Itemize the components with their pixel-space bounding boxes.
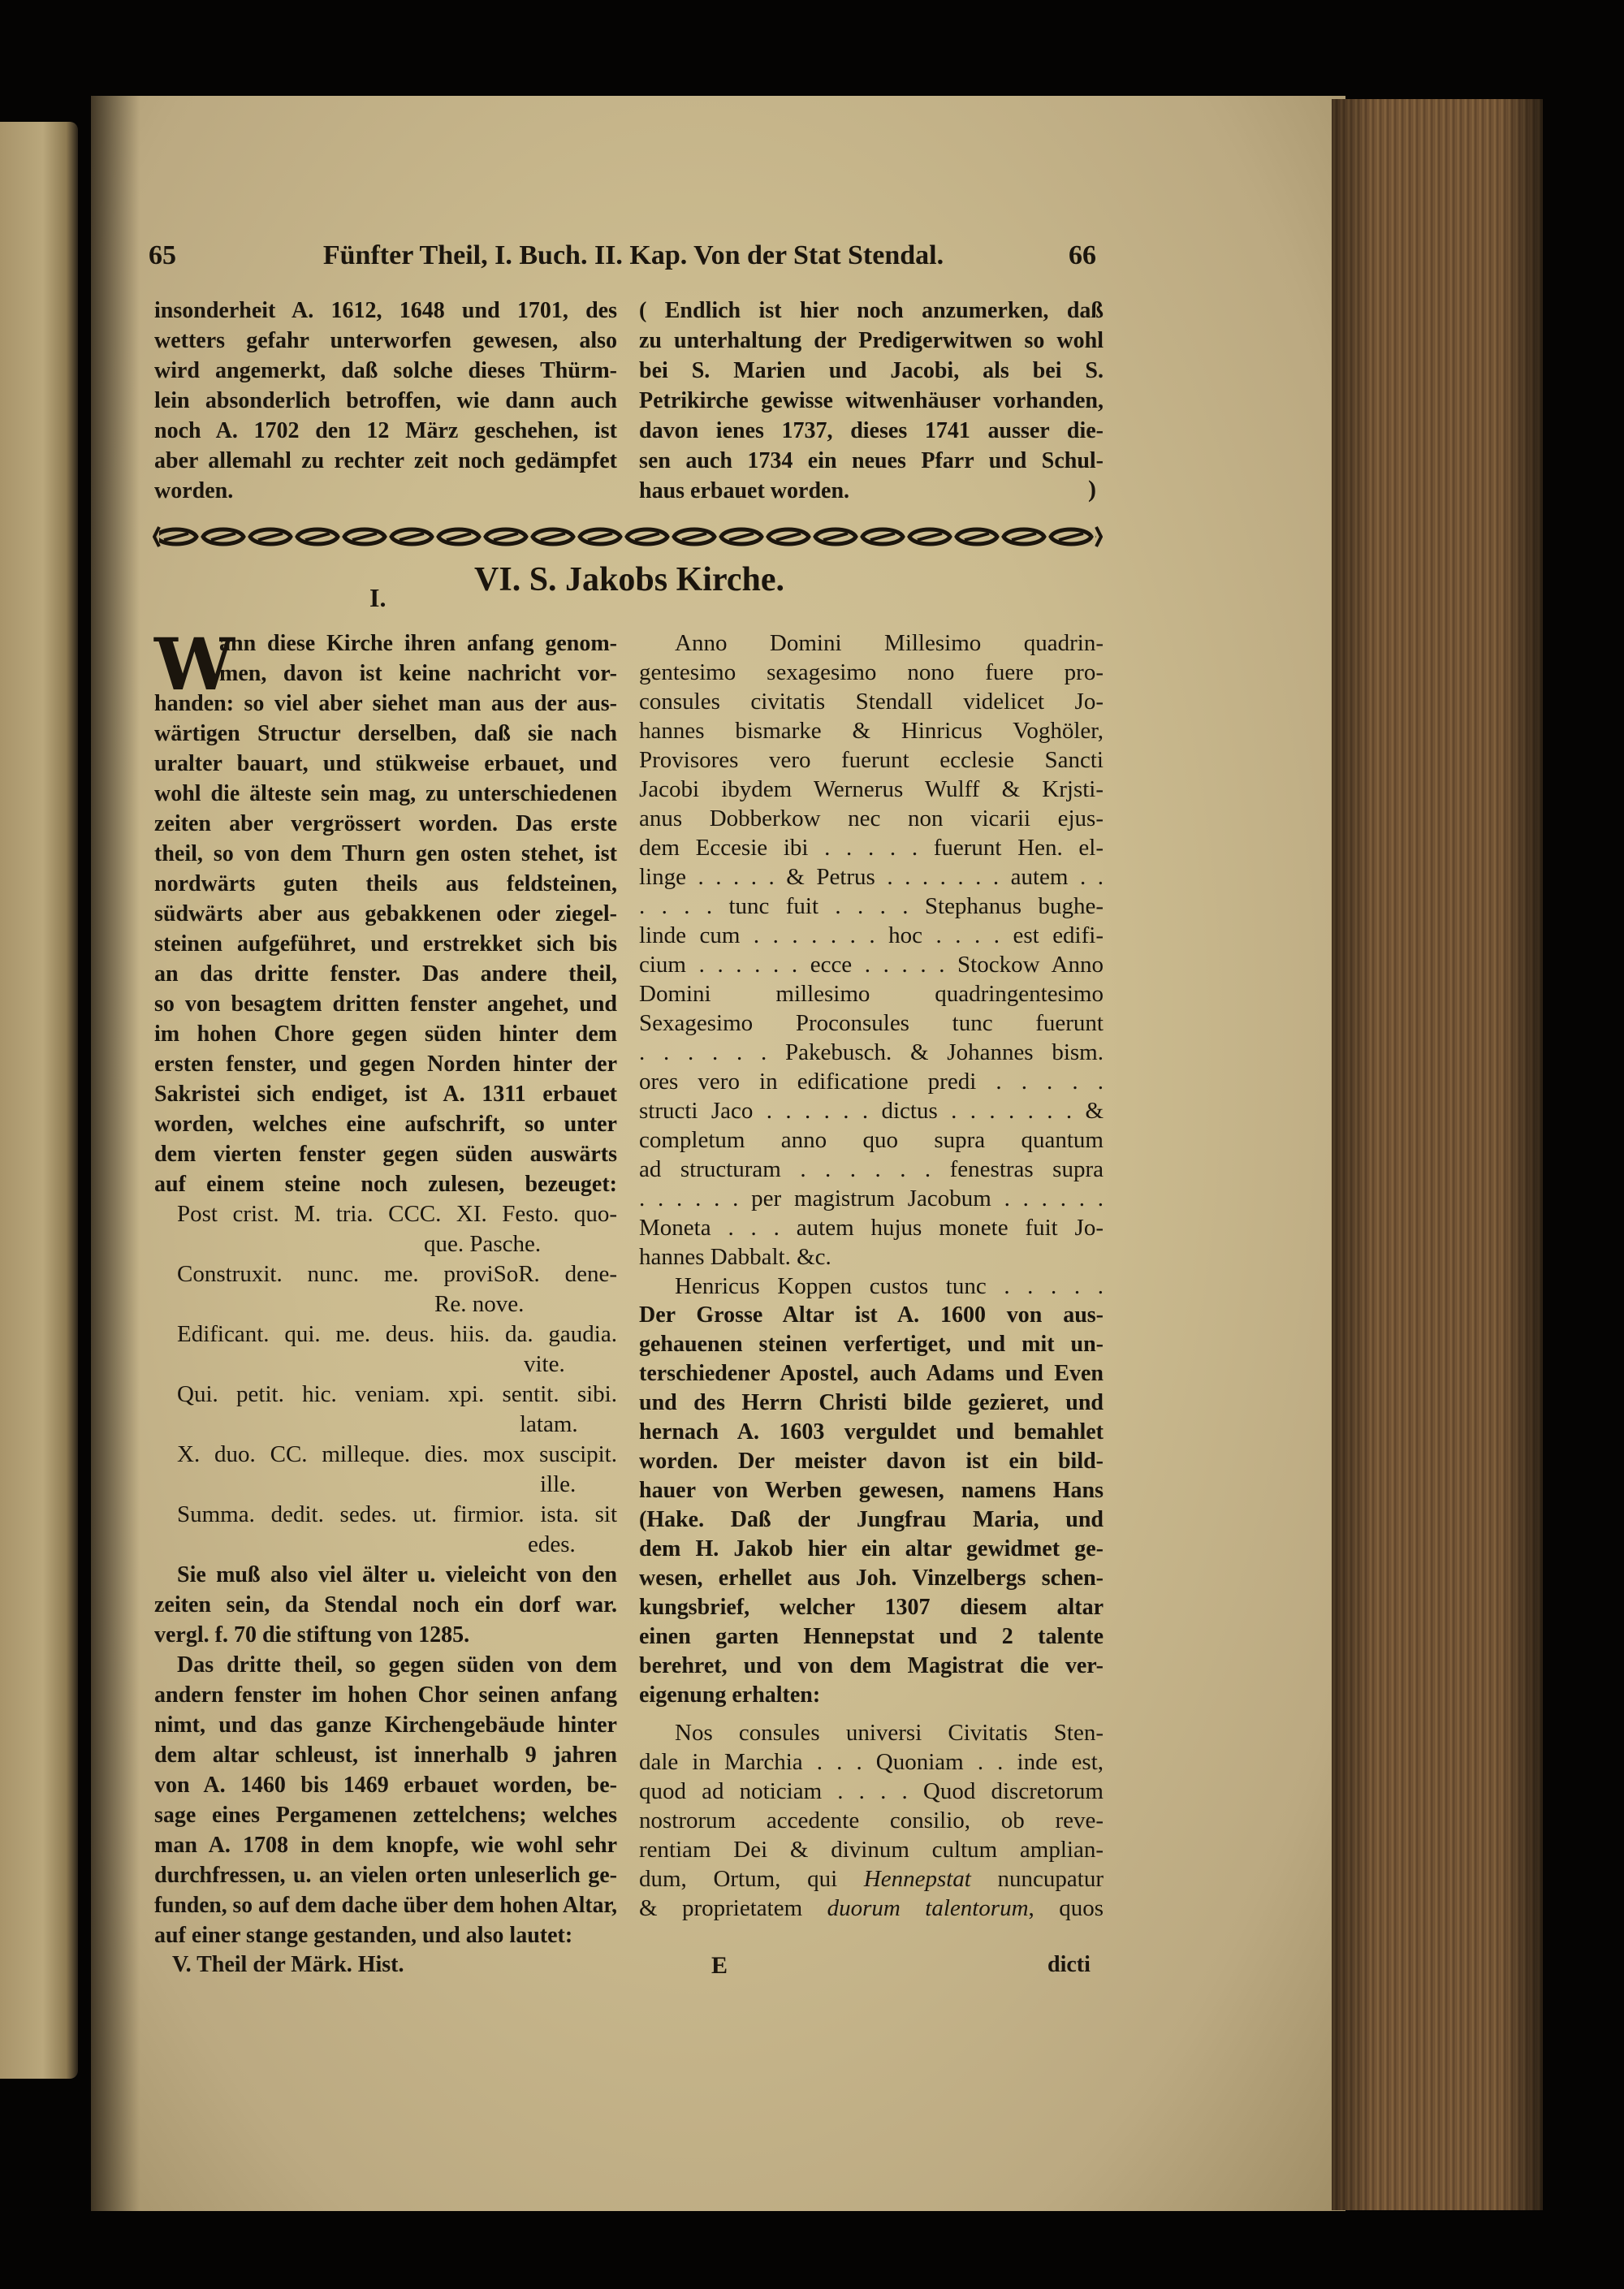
page-number-left: 65 [149, 240, 176, 270]
text-line [639, 1835, 1104, 1864]
text-line-content: man A. 1708 in dem knopfe, wie wohl sehr [154, 1833, 617, 1858]
text-line [639, 892, 1104, 921]
text-line [639, 1806, 1104, 1835]
text-line [154, 1530, 617, 1560]
text-line [154, 1830, 617, 1860]
text-line [154, 809, 617, 839]
text-line [154, 1139, 617, 1169]
text-line-content: vergl. f. 70 die stiftung von 1285. [154, 1622, 470, 1648]
text-line [639, 1777, 1104, 1806]
text-line [154, 1710, 617, 1740]
text-line-content: lein absonderlich betroffen, wie dann auch [154, 388, 617, 413]
facing-left-page-edge [0, 122, 78, 2079]
text-line [154, 296, 617, 326]
section-title: VI. S. Jakobs Kirche. [474, 561, 784, 598]
text-line [154, 719, 617, 749]
text-line-content: nostrorum accedente consilio, ob reve- [639, 1807, 1104, 1833]
text-line-content: Das dritte theil, so gegen süden von dem [177, 1652, 617, 1678]
text-line-content: funden, so auf dem dache über dem hohen Altar, [154, 1893, 617, 1918]
text-line [639, 296, 1104, 326]
text-line [639, 1155, 1104, 1184]
text-line-content: X. duo. CC. milleque. dies. mox suscipit. [177, 1441, 617, 1467]
text-line [639, 775, 1104, 804]
text-line-content: zeiten aber vergrössert worden. Das erste [154, 811, 617, 836]
text-line [154, 1169, 617, 1199]
text-line-content: noch A. 1702 den 12 März geschehen, ist [154, 418, 617, 443]
text-line-content: sage eines Pergamenen zettelchens; welches [154, 1803, 617, 1828]
text-line [154, 1109, 617, 1139]
text-line [154, 1590, 617, 1620]
text-line [639, 687, 1104, 716]
text-line-content [639, 1864, 1104, 1894]
text-line [639, 1096, 1104, 1125]
text-line [154, 659, 617, 689]
text-line-content: zeiten sein, da Stendal noch ein dorf war. [154, 1592, 617, 1617]
text-line-content: hernach A. 1603 verguldet und bemahlet [639, 1419, 1104, 1445]
text-line [154, 1800, 617, 1830]
text-line-content: structi Jaco . . . . . . dictus . . . . . . . & [639, 1098, 1104, 1124]
text-line-content: Sexagesimo Proconsules tunc fuerunt [639, 1010, 1104, 1036]
text-line-content [639, 1894, 1104, 1923]
text-line [639, 833, 1104, 862]
text-line-content: Edificant. qui. me. deus. hiis. da. gaudia. [177, 1321, 617, 1347]
text-line-content: dale in Marchia . . . Quoniam . . inde est, [639, 1749, 1104, 1775]
text-line [639, 628, 1104, 658]
text-line [639, 921, 1104, 950]
text-line-content: Jacobi ibydem Wernerus Wulff & Krjsti- [639, 776, 1104, 802]
text-line [639, 979, 1104, 1008]
text-line-content: anus Dobberkow nec non vicarii ejus- [639, 805, 1104, 831]
text-line [154, 476, 617, 506]
text-line-content: aber allemahl zu rechter zeit noch gedämpfet [154, 448, 617, 473]
text-line [639, 386, 1104, 416]
signature-line: V. Theil der Märk. Hist. [172, 1952, 404, 1977]
text-line [154, 356, 617, 386]
text-line-content: im hohen Chore gegen süden hinter dem [154, 1021, 617, 1047]
text-line [154, 1860, 617, 1890]
text-line-content: ersten fenster, und gegen Norden hinter der [154, 1052, 617, 1077]
text-line-content: eigenung erhalten: [639, 1682, 821, 1708]
text-line [639, 745, 1104, 775]
text-line [639, 1242, 1104, 1272]
text-line [154, 749, 617, 779]
text-line-content: . . . . tunc fuit . . . . Stephanus bughe- [639, 893, 1104, 919]
text-line [154, 989, 617, 1019]
text-line-content: dem H. Jakob hier ein altar gewidmet ge- [639, 1536, 1104, 1561]
text-line [154, 1680, 617, 1710]
text-line-content: wesen, erhellet aus Joh. Vinzelbergs schen- [639, 1566, 1104, 1591]
text-segment: , quos [1028, 1895, 1104, 1921]
top-left-paragraph [154, 296, 617, 506]
text-line [639, 862, 1104, 892]
text-line-content: von A. 1460 bis 1469 erbauet worden, be- [154, 1773, 617, 1798]
text-line-content: Moneta . . . autem hujus monete fuit Jo- [639, 1215, 1104, 1241]
text-line-content: completum anno quo supra quantum [639, 1127, 1104, 1153]
text-line-content: nordwärts guten theils aus feldsteinen, [154, 871, 617, 896]
text-line [154, 1380, 617, 1410]
text-line-content: gentesimo sexagesimo nono fuere pro- [639, 659, 1104, 685]
text-line-content: Summa. dedit. sedes. ut. firmior. ista. sit [177, 1501, 617, 1527]
top-right-paragraph [639, 296, 1104, 506]
text-line-content: bei S. Marien und Jacobi, als bei S. [639, 358, 1104, 383]
text-line-content: hannes Dabbalt. &c. [639, 1244, 831, 1270]
text-line-content: rentiam Dei & divinum cultum amplian- [639, 1837, 1104, 1863]
text-line [154, 1650, 617, 1680]
text-line-content: latam. [520, 1411, 578, 1437]
text-line-content: Construxit. nunc. me. proviSoR. dene- [177, 1261, 617, 1287]
running-header: Fünfter Theil, I. Buch. II. Kap. Von der Stat Stendal. [322, 240, 944, 270]
text-line [639, 1008, 1104, 1038]
text-line [639, 1864, 1104, 1894]
text-line-content: cium . . . . . . ecce . . . . . Stockow Anno [639, 952, 1104, 978]
text-line [154, 779, 617, 809]
text-line-content: wird angemerkt, daß solche dieses Thürm- [154, 358, 617, 383]
text-line-content: andern fenster im hohen Chor seinen anfang [154, 1682, 617, 1708]
text-line-content: uralter bauart, und stükweise erbauet, und [154, 751, 617, 776]
text-line-content: Sakristei sich endiget, ist A. 1311 erbauet [154, 1082, 617, 1107]
text-line-content: berehret, und von dem Magistrat die ver- [639, 1653, 1104, 1678]
text-line [639, 716, 1104, 745]
text-line-content: steinen aufgeführet, und erstrekket sich bis [154, 931, 617, 957]
text-line [639, 476, 1104, 506]
text-line [639, 1272, 1104, 1301]
page-number-right: 66 [1069, 240, 1096, 270]
text-line [639, 1681, 1104, 1710]
text-line-content: dem Eccesie ibi . . . . . fuerunt Hen. el- [639, 835, 1104, 861]
text-line-content: worden. Der meister davon ist ein bild- [639, 1449, 1104, 1474]
text-line-content: men, davon ist keine nachricht vor- [219, 661, 617, 686]
text-line [154, 1920, 617, 1950]
text-line [154, 1259, 617, 1289]
text-line-content: so von besagtem dritten fenster angehet, und [154, 991, 617, 1017]
text-line-content: worden, welches eine aufschrift, so unter [154, 1112, 617, 1137]
text-line [639, 1213, 1104, 1242]
text-line-content: und des Herrn Christi bilde gezieret, und [639, 1390, 1104, 1415]
text-line-content: ( Endlich ist hier noch anzumerken, daß [639, 298, 1104, 323]
text-line-content: ann diese Kirche ihren anfang genom- [219, 631, 617, 656]
italic-term: duorum talentorum [827, 1895, 1029, 1921]
text-line-content: haus erbauet worden. [639, 478, 850, 503]
text-line [639, 658, 1104, 687]
text-line [154, 1470, 617, 1500]
text-line-content: Nos consules universi Civitatis Sten- [675, 1720, 1104, 1746]
text-line [639, 1505, 1104, 1535]
catchword: dicti [1047, 1952, 1091, 1977]
text-line [639, 1038, 1104, 1067]
text-line-content: sen auch 1734 ein neues Pfarr und Schul- [639, 448, 1104, 473]
text-line [639, 1622, 1104, 1652]
text-line-content: Domini millesimo quadringentesimo [639, 981, 1104, 1007]
text-line-content: terschiedener Apostel, auch Adams und Even [639, 1361, 1104, 1386]
text-line [154, 869, 617, 899]
text-line [639, 1593, 1104, 1622]
text-line [154, 689, 617, 719]
text-line [154, 1560, 617, 1590]
left-column-text [154, 622, 617, 1950]
text-line-content: dem altar schleust, ist innerhalb 9 jahren [154, 1743, 617, 1768]
text-line [639, 1184, 1104, 1213]
text-line-content: linde cum . . . . . . . hoc . . . . est edifi- [639, 922, 1104, 948]
text-line-content: durchfressen, u. an vielen orten unleserlich ge- [154, 1863, 617, 1888]
text-line-content: auf einem steine noch zulesen, bezeuget: [154, 1172, 617, 1197]
text-line [639, 1535, 1104, 1564]
text-line [154, 386, 617, 416]
text-line [639, 1418, 1104, 1447]
text-line [639, 1330, 1104, 1359]
text-line [154, 1049, 617, 1079]
text-line-content: kungsbrief, welcher 1307 diesem altar [639, 1595, 1104, 1620]
text-line-content: worden. [154, 478, 234, 503]
text-line [154, 1289, 617, 1319]
closing-parenthesis: ) [1088, 476, 1096, 503]
text-line-content: hannes bismarke & Hinricus Voghöler, [639, 718, 1104, 744]
text-line-content: . . . . . . per magistrum Jacobum . . . . . . [639, 1186, 1104, 1211]
text-line [639, 1125, 1104, 1155]
text-line [639, 1301, 1104, 1330]
text-line-content: davon ienes 1737, dieses 1741 ausser die- [639, 418, 1104, 443]
text-line-content: ores vero in edificatione predi . . . . . [639, 1069, 1104, 1095]
text-segment: nuncupatur [970, 1866, 1104, 1892]
text-line-content: theil, so von dem Thurn gen osten stehet, ist [154, 841, 617, 866]
text-line [154, 416, 617, 446]
text-line [154, 446, 617, 476]
text-line-content: Anno Domini Millesimo quadrin- [675, 630, 1104, 656]
text-line [639, 416, 1104, 446]
text-line-content: (Hake. Daß der Jungfrau Maria, und [639, 1507, 1104, 1532]
text-line [639, 1067, 1104, 1096]
text-line [154, 1019, 617, 1049]
text-line-content: nimt, und das ganze Kirchengebäude hinter [154, 1712, 617, 1738]
page-gutter-shadow [91, 96, 140, 2211]
text-line-content: auf einer stange gestanden, und also lautet: [154, 1923, 573, 1948]
section-number: I. [369, 583, 387, 612]
text-line [154, 899, 617, 929]
text-line-content: insonderheit A. 1612, 1648 und 1701, des [154, 298, 617, 323]
text-line [154, 1740, 617, 1770]
text-line [154, 1079, 617, 1109]
text-line [154, 959, 617, 989]
text-segment: dum, Ortum, qui [639, 1866, 864, 1892]
text-line [154, 1229, 617, 1259]
text-segment: & proprietatem [639, 1895, 827, 1921]
text-line-content: zu unterhaltung der Predigerwitwen so wohl [639, 328, 1104, 353]
italic-term: Hennepstat [863, 1866, 971, 1892]
text-line-content: Re. nove. [434, 1291, 525, 1317]
text-line-content: Qui. petit. hic. veniam. xpi. sentit. sibi. [177, 1381, 617, 1407]
text-line-content: wärtigen Structur derselben, daß sie nach [154, 721, 617, 746]
text-line-content: edes. [528, 1531, 576, 1557]
text-line [154, 1199, 617, 1229]
text-line-content: dem vierten fenster gegen süden auswärts [154, 1142, 617, 1167]
text-line [639, 1652, 1104, 1681]
text-line [154, 326, 617, 356]
text-line-content: Provisores vero fuerunt ecclesie Sancti [639, 747, 1104, 773]
text-line [639, 1359, 1104, 1389]
text-line-content: vite. [524, 1351, 565, 1377]
text-line [639, 950, 1104, 979]
text-line-content: hauer von Werben gewesen, namens Hans [639, 1478, 1104, 1503]
text-line [639, 1747, 1104, 1777]
text-line [639, 1389, 1104, 1418]
text-line [154, 1770, 617, 1800]
text-line-content: südwärts aber aus gebakkenen oder ziegel- [154, 901, 617, 926]
text-line-content: ad structuram . . . . . . fenestras supra [639, 1156, 1104, 1182]
text-line-content: handen: so viel aber siehet man aus der aus- [154, 691, 617, 716]
right-column-text [639, 628, 1104, 1923]
text-line-content: linge . . . . . & Petrus . . . . . . . autem . . [639, 864, 1104, 890]
text-line [154, 1319, 617, 1350]
text-line [154, 1500, 617, 1530]
text-line [639, 1564, 1104, 1593]
text-line-content: Post crist. M. tria. CCC. XI. Festo. quo- [177, 1201, 617, 1227]
text-line [154, 628, 617, 659]
text-line-content: consules civitatis Stendall videlicet Jo- [639, 689, 1104, 715]
text-line [639, 326, 1104, 356]
text-line [154, 1620, 617, 1650]
text-line-content: que. Pasche. [424, 1231, 542, 1257]
text-line-content: wetters gefahr unterworfen gewesen, also [154, 328, 617, 353]
text-line [154, 839, 617, 869]
text-line-content: Der Grosse Altar ist A. 1600 von aus- [639, 1302, 1104, 1328]
text-line [639, 1447, 1104, 1476]
text-line [154, 1890, 617, 1920]
text-line-content: quod ad noticiam . . . . Quod discretorum [639, 1778, 1104, 1804]
text-line-content: Petrikirche gewisse witwenhäuser vorhanden, [639, 388, 1104, 413]
text-line-content: Sie muß also viel älter u. vieleicht von den [177, 1562, 617, 1587]
ornamental-rule [153, 522, 1103, 551]
text-line [154, 929, 617, 959]
text-line-content: . . . . . . Pakebusch. & Johannes bism. [639, 1039, 1104, 1065]
text-line [639, 446, 1104, 476]
text-line [639, 1894, 1104, 1923]
text-line-content: gehauenen steinen verfertiget, und mit un- [639, 1332, 1104, 1357]
text-line [639, 356, 1104, 386]
text-line [154, 1350, 617, 1380]
text-line-content: an das dritte fenster. Das andere theil, [154, 961, 617, 987]
text-line [639, 1718, 1104, 1747]
drop-cap: W [154, 622, 235, 706]
text-line-content: einen garten Hennepstat und 2 talente [639, 1624, 1104, 1649]
text-line [639, 1476, 1104, 1505]
text-line [154, 1440, 617, 1470]
text-line-content: Henricus Koppen custos tunc . . . . . [675, 1273, 1104, 1299]
text-line [154, 1410, 617, 1440]
text-line-content: ille. [540, 1471, 577, 1497]
text-line-content: wohl die älteste sein mag, zu unterschiedenen [154, 781, 617, 806]
book-fore-edge [1332, 99, 1543, 2210]
text-line [639, 804, 1104, 833]
signature-mark: E [711, 1952, 728, 1979]
